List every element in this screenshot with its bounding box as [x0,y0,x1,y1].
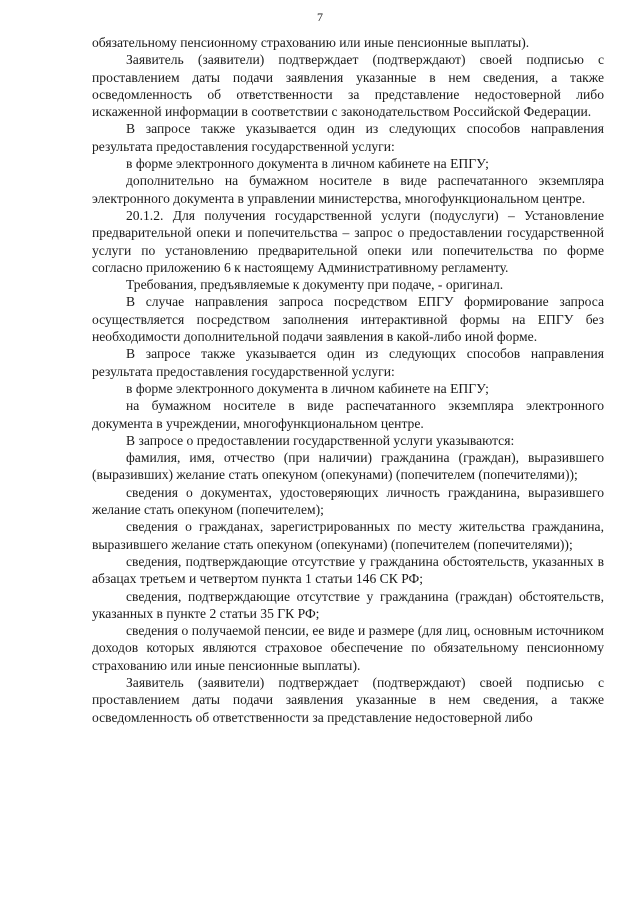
paragraph: дополнительно на бумажном носителе в виде распечатанного экземпляра электронного документа в управлении министерства, многофункциональном центре. [92,173,604,206]
paragraph: на бумажном носителе в виде распечатанного экземпляра электронного документа в учреждении, многофункциональном центре. [92,398,604,431]
paragraph: сведения о гражданах, зарегистрированных по месту жительства гражданина, выразившего желание стать опекуном (опекунами) (попечителем (попечителями)); [92,519,604,552]
paragraph: В запросе также указывается один из следующих способов направления результата предоставления государственной услуги: [92,121,604,154]
paragraph: фамилия, имя, отчество (при наличии) гражданина (граждан), выразившего (выразивших) желание стать опекуном (опекунами) (попечителем (попечителями)); [92,450,604,483]
paragraph: в форме электронного документа в личном кабинете на ЕПГУ; [126,156,489,172]
page-number: 7 [317,10,323,24]
paragraph: Заявитель (заявители) подтверждает (подтверждают) своей подписью с проставлением даты подачи заявления указанные в нем сведения, а также осведомленность об ответственности за представление недостоверной либо искаженной информации в соответствии с законодательством Российской Федерации. [92,52,604,120]
paragraph: 20.1.2. Для получения государственной услуги (подуслуги) – Установление предварительной опеки и попечительства – запрос о предоставлении государственной услуги по установлению предварительной опеки или попечительства по форме согласно приложению 6 к настоящему Административному регламенту. [92,207,604,275]
paragraph: сведения о документах, удостоверяющих личность гражданина, выразившего желание стать опекуном (попечителем); [92,484,604,518]
paragraph: обязательному пенсионному страхованию или иные пенсионные выплаты). [92,35,530,50]
paragraph: сведения, подтверждающие отсутствие у гражданина обстоятельств, указанных в абзацах третьем и четвертом пункта 1 статьи 146 СК РФ; [92,553,604,587]
paragraph: сведения о получаемой пенсии, ее виде и размере (для лиц, основным источником доходов которых являются страховое обеспечение по обязательному пенсионному страхованию или иные пенсионные выплаты). [92,623,604,673]
paragraph: В запросе о предоставлении государственной услуги указываются: [126,432,515,448]
paragraph: В случае направления запроса посредством ЕПГУ формирование запроса осуществляется посредством заполнения интерактивной формы на ЕПГУ без необходимости дополнительной подачи заявления в какой-либо иной форме. [92,294,604,345]
paragraph: Требования, предъявляемые к документу при подаче, - оригинал. [126,277,504,293]
document-body [92,34,604,726]
paragraph: Заявитель (заявители) подтверждает (подтверждают) своей подписью с проставлением даты подачи заявления указанные в нем сведения, а также осведомленность об ответственности за представление недостоверной либо [92,674,604,725]
paragraph: сведения, подтверждающие отсутствие у гражданина (граждан) обстоятельств, указанных в пункте 2 статьи 35 ГК РФ; [92,588,604,621]
paragraph: В запросе также указывается один из следующих способов направления результата предоставления государственной услуги: [92,346,604,379]
paragraph: в форме электронного документа в личном кабинете на ЕПГУ; [126,380,489,396]
